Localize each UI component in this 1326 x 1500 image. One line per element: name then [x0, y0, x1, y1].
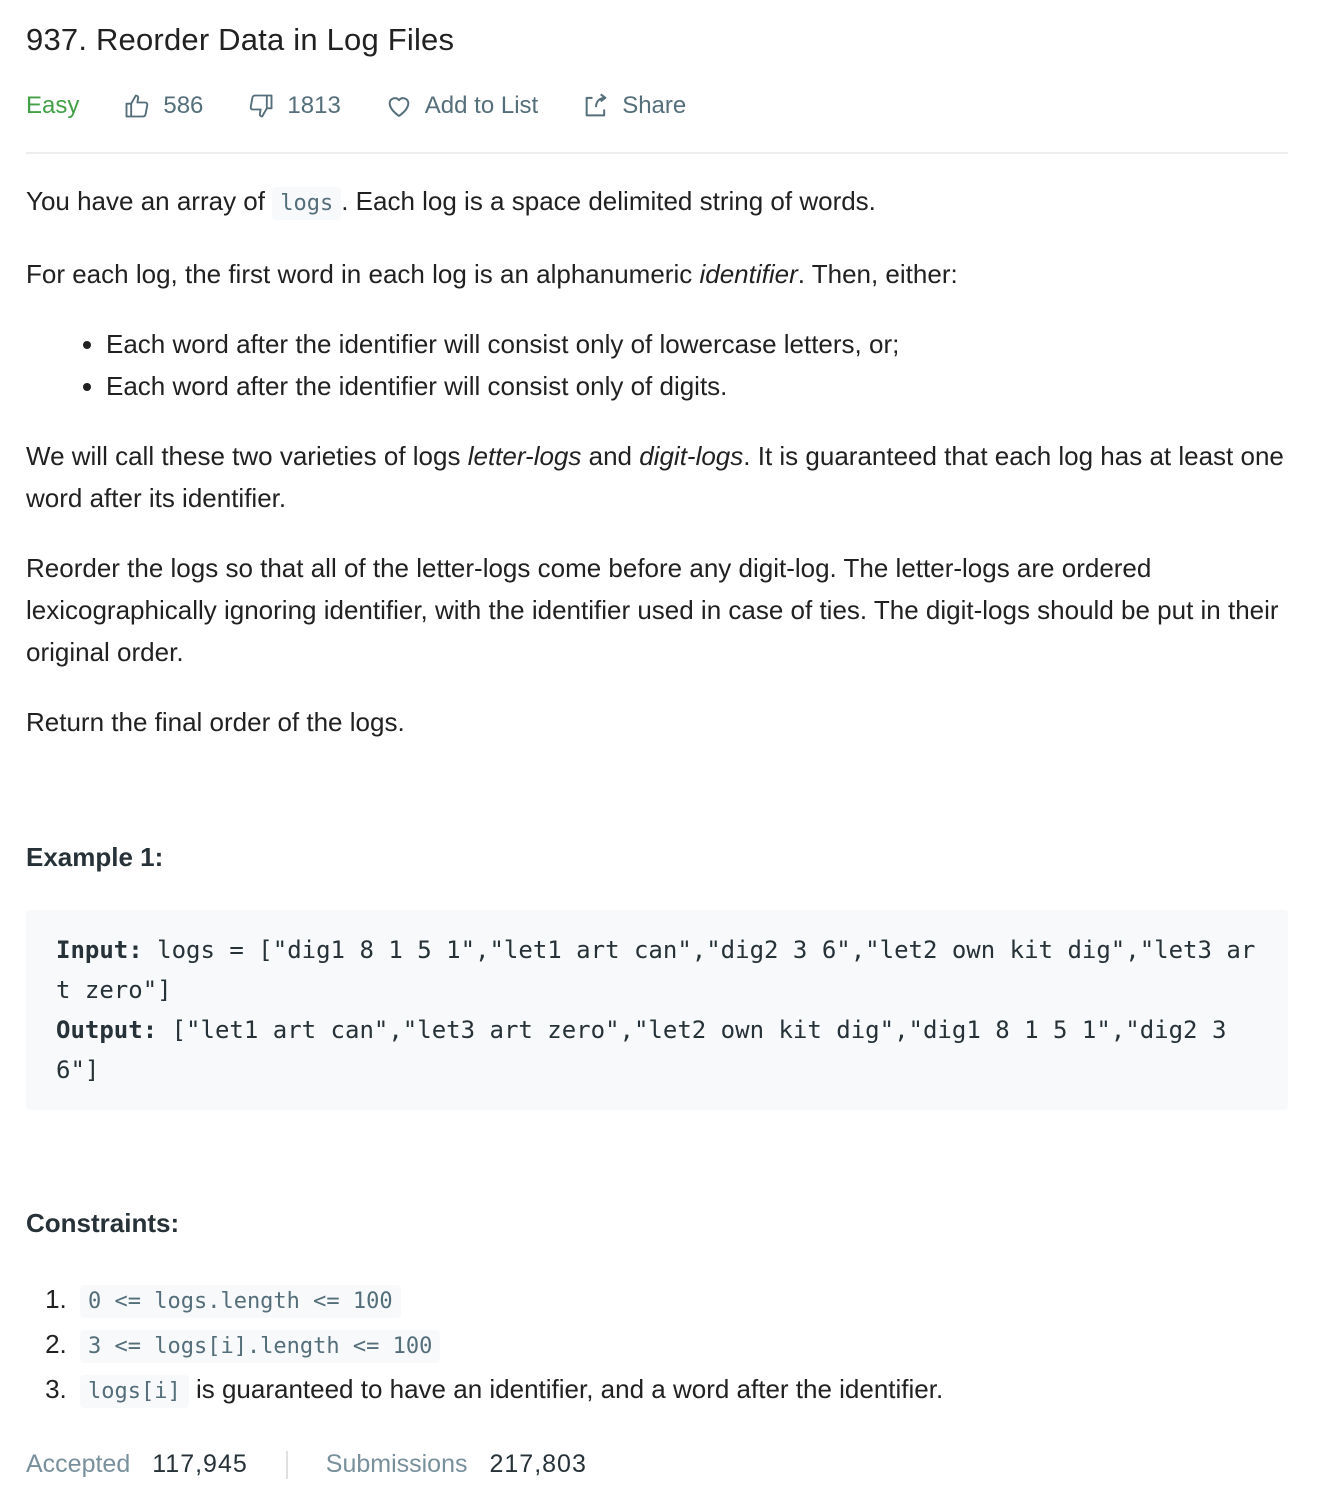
- description-paragraph: For each log, the first word in each log is an alphanumeric identifier. Then, either:: [26, 259, 958, 289]
- input-label: Input:: [56, 936, 143, 964]
- log-types-list: [26, 323, 1288, 407]
- constraint-item: [74, 1278, 943, 1323]
- description-paragraph: Return the final order of the logs.: [26, 707, 405, 737]
- submissions-value: 217,803: [489, 1450, 587, 1478]
- constraints-list: [26, 1278, 943, 1413]
- accepted-value: 117,945: [152, 1450, 248, 1478]
- output-label: Output:: [56, 1016, 158, 1044]
- submission-stats: [26, 1450, 587, 1479]
- input-value: logs = ["dig1 8 1 5 1","let1 art can","dig2 3 6","let2 own kit dig","let3 art zero"]: [56, 936, 1256, 1004]
- description-paragraph: We will call these two varieties of logs letter-logs and digit-logs. It is guaranteed that each log has at least one word after its identifier.: [26, 441, 1284, 513]
- problem-meta-row: [26, 88, 730, 124]
- difficulty-badge: Easy: [26, 92, 80, 119]
- header-divider: [26, 152, 1288, 154]
- inline-code: 0 <= logs.length <= 100: [80, 1285, 401, 1318]
- constraints-title: Constraints:: [26, 1208, 180, 1238]
- output-value: ["let1 art can","let3 art zero","let2 own kit dig","dig1 8 1 5 1","dig2 3 6"]: [56, 1016, 1241, 1084]
- accepted-label: Accepted: [26, 1450, 131, 1478]
- share-icon: [582, 92, 610, 120]
- list-item: • Each word after the identifier will consist only of lowercase letters, or;: [106, 323, 1288, 365]
- stats-divider: [286, 1451, 288, 1479]
- dislike-button[interactable]: [247, 92, 340, 120]
- likes-count: 586: [163, 92, 204, 119]
- thumbs-down-icon: [247, 92, 275, 120]
- example-title: Example 1:: [26, 842, 164, 872]
- description-paragraph: You have an array of logs . Each log is a space delimited string of words.: [26, 180, 1288, 225]
- inline-code: logs[i]: [80, 1375, 189, 1408]
- problem-description: [26, 180, 1288, 771]
- heart-icon: [385, 92, 413, 120]
- list-item: • Each word after the identifier will consist only of digits.: [106, 365, 1288, 407]
- share-button[interactable]: [582, 92, 686, 120]
- constraint-item: 3. logs[i] is guaranteed to have an identifier, and a word after the identifier.: [74, 1368, 943, 1413]
- thumbs-up-icon: [123, 92, 151, 120]
- constraint-item: [74, 1323, 943, 1368]
- share-label: Share: [622, 92, 687, 119]
- inline-code: logs: [272, 187, 341, 220]
- submissions-label: Submissions: [325, 1450, 468, 1478]
- example-code-block: [26, 910, 1288, 1110]
- dislikes-count: 1813: [287, 92, 341, 119]
- add-to-list-button[interactable]: [385, 92, 538, 120]
- problem-title: 937. Reorder Data in Log Files: [26, 22, 455, 57]
- like-button[interactable]: [123, 92, 203, 120]
- inline-code: 3 <= logs[i].length <= 100: [80, 1330, 440, 1363]
- description-paragraph: Reorder the logs so that all of the letter-logs come before any digit-log. The letter-logs are ordered lexicographically ignoring identifier, with the identifier used in case of ties. The digit-logs should be put in their original order.: [26, 553, 1279, 667]
- add-to-list-label: Add to List: [424, 92, 539, 119]
